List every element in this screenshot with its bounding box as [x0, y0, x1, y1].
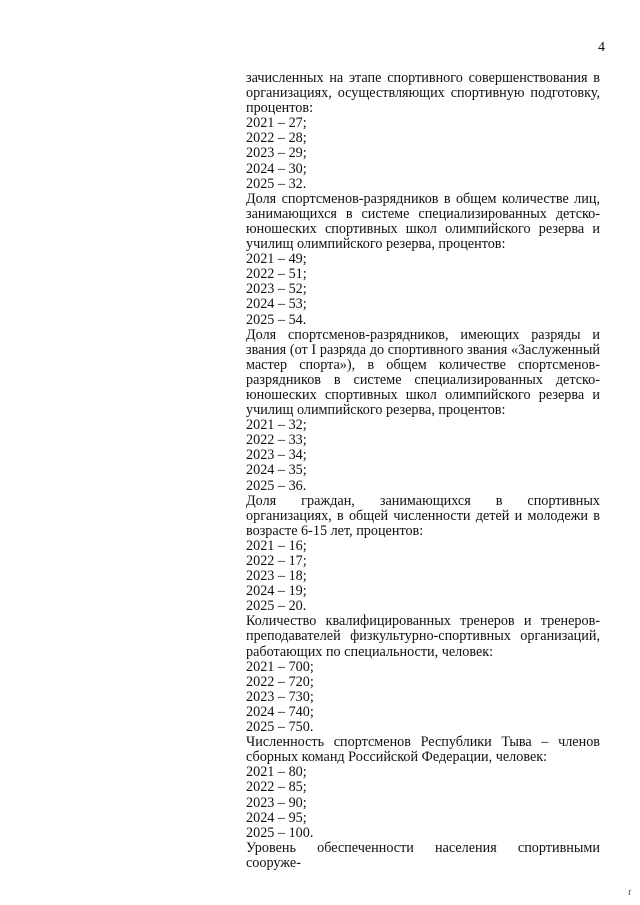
list-item: 2022 – 720; [246, 673, 314, 690]
paragraph-2: Доля спортсменов-разрядников в общем количестве лиц, занимающихся в системе специализированных детско-юношеских спортивных школ олимпийского резерва и училищ олимпийского резерва, процентов: [246, 190, 600, 253]
list-item: 2025 – 750. [246, 719, 314, 736]
list-item: 2023 – 730; [246, 688, 314, 705]
page-number: 4 [598, 40, 605, 55]
paragraph-3: Доля спортсменов-разрядников, имеющих разряды и звания (от I разряда до спортивного звания «Заслуженный мастер спорта»), в общем количестве спортсменов-разрядников в системе специализированных детско-юношеских спортивных школ олимпийского резерва и училищ олимпийского резерва, процентов: [246, 326, 600, 419]
list-item: 2021 – 80; [246, 764, 307, 781]
list-item: 2025 – 54. [246, 311, 307, 328]
paragraph-7: Уровень обеспеченности населения спортивными сооруже- [246, 839, 600, 871]
list-item: 2025 – 100. [246, 824, 314, 841]
list-item: 2021 – 27; [246, 115, 307, 132]
list-item: 2022 – 51; [246, 266, 307, 283]
list-item: 2021 – 16; [246, 537, 307, 554]
list-item: 2023 – 29; [246, 145, 307, 162]
paragraph-4: Доля граждан, занимающихся в спортивных организациях, в общей численности детей и молодежи в возрасте 6-15 лет, процентов: [246, 492, 600, 539]
list-item: 2023 – 18; [246, 568, 307, 585]
document-body [246, 71, 600, 871]
list-item: 2022 – 33; [246, 432, 307, 449]
list-item: 2024 – 19; [246, 583, 307, 600]
list-item: 2021 – 32; [246, 417, 307, 434]
list-item: 2024 – 740; [246, 703, 314, 720]
list-item: 2024 – 30; [246, 160, 307, 177]
list-item: 2022 – 28; [246, 130, 307, 147]
list-item: 2025 – 20. [246, 598, 307, 615]
list-item: 2023 – 90; [246, 794, 307, 811]
list-item: 2021 – 700; [246, 658, 314, 675]
list-item: 2025 – 36. [246, 477, 307, 494]
paragraph-5: Количество квалифицированных тренеров и тренеров-преподавателей физкультурно-спортивных организаций, работающих по специальности, человек: [246, 613, 600, 660]
list-item: 2024 – 53; [246, 296, 307, 313]
list-item: 2022 – 85; [246, 779, 307, 796]
list-item: 2023 – 52; [246, 281, 307, 298]
list-item: 2023 – 34; [246, 447, 307, 464]
list-item: 2022 – 17; [246, 553, 307, 569]
corner-mark: ґ [628, 887, 632, 897]
paragraph-1: зачисленных на этапе спортивного совершенствования в организациях, осуществляющих спортивную подготовку, процентов: [246, 70, 600, 117]
paragraph-6: Численность спортсменов Республики Тыва – членов сборных команд Российской Федерации, человек: [246, 734, 600, 766]
list-item: 2021 – 49; [246, 251, 307, 268]
list-item: 2024 – 95; [246, 809, 307, 826]
list-item: 2025 – 32. [246, 175, 307, 192]
list-item: 2024 – 35; [246, 462, 307, 479]
